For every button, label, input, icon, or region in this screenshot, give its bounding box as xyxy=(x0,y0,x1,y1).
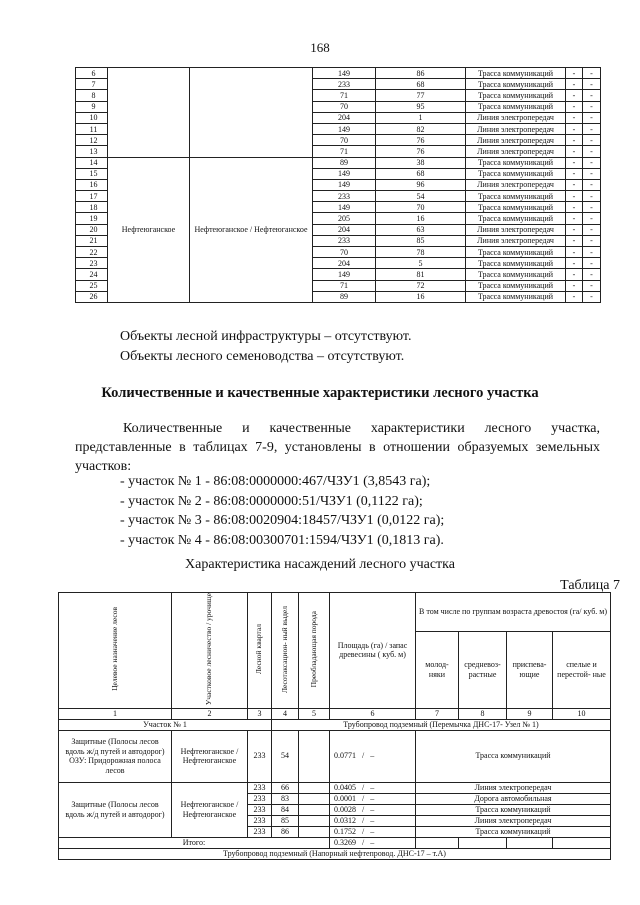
vydel-cell: 5 xyxy=(376,258,466,269)
block1-area: 0.0771 / – xyxy=(330,730,416,782)
dash-cell: - xyxy=(583,157,601,168)
kvartal-cell: 233 xyxy=(248,782,272,793)
dash-cell: - xyxy=(566,179,583,190)
row-number: 10 xyxy=(76,112,108,123)
dash-cell: - xyxy=(583,168,601,179)
dash-cell: - xyxy=(583,202,601,213)
dash-cell: - xyxy=(566,235,583,246)
dash-cell: - xyxy=(566,168,583,179)
kvartal-cell: 233 xyxy=(248,793,272,804)
dash-cell: - xyxy=(566,258,583,269)
column-number: 2 xyxy=(172,708,248,719)
dash-cell: - xyxy=(583,90,601,101)
vydel-cell: 81 xyxy=(376,269,466,280)
breed-cell xyxy=(299,782,330,793)
object-cell: Линия электропередач xyxy=(466,235,566,246)
area-cell: 0.0028 / – xyxy=(330,804,416,815)
object-cell: Линия электропередач xyxy=(416,782,611,793)
dash-cell: - xyxy=(566,191,583,202)
table-row xyxy=(76,157,601,168)
object-cell: Трасса коммуникаций xyxy=(466,90,566,101)
dash-cell: - xyxy=(566,79,583,90)
breed-cell xyxy=(299,804,330,815)
header-middle: средневоз- растные xyxy=(459,631,507,708)
column-number: 1 xyxy=(59,708,172,719)
dash-cell: - xyxy=(566,135,583,146)
dash-cell: - xyxy=(566,291,583,302)
breed-cell xyxy=(299,793,330,804)
vydel-cell: 68 xyxy=(376,168,466,179)
dash-cell: - xyxy=(566,101,583,112)
plots-list xyxy=(120,472,444,550)
dash-cell: - xyxy=(583,224,601,235)
column-number: 6 xyxy=(330,708,416,719)
block1-breed xyxy=(299,730,330,782)
kvartal-cell: 70 xyxy=(313,101,376,112)
object-cell: Трасса коммуникаций xyxy=(466,157,566,168)
object-cell: Трасса коммуникаций xyxy=(466,101,566,112)
object-cell: Трасса коммуникаций xyxy=(466,68,566,79)
dash-cell: - xyxy=(566,123,583,134)
vydel-cell: 68 xyxy=(376,79,466,90)
row-number: 11 xyxy=(76,123,108,134)
object-cell: Трасса коммуникаций xyxy=(466,291,566,302)
dash-cell: - xyxy=(583,135,601,146)
dash-cell: - xyxy=(583,213,601,224)
row-number: 21 xyxy=(76,235,108,246)
kvartal-cell: 149 xyxy=(313,269,376,280)
table-row xyxy=(76,68,601,79)
row-number: 12 xyxy=(76,135,108,146)
vydel-cell: 96 xyxy=(376,179,466,190)
dash-cell: - xyxy=(566,247,583,258)
vydel-cell: 83 xyxy=(272,793,299,804)
kvartal-cell: 205 xyxy=(313,213,376,224)
table-number: Таблица 7 xyxy=(560,578,620,593)
table-caption: Характеристика насаждений лесного участка xyxy=(185,557,455,572)
list-item: - участок № 2 - 86:08:0000000:51/ЧЗУ1 (0,1122 га); xyxy=(120,493,423,509)
object-cell: Трасса коммуникаций xyxy=(416,804,611,815)
row-number: 18 xyxy=(76,202,108,213)
object-cell: Трасса коммуникаций xyxy=(466,247,566,258)
vydel-cell: 16 xyxy=(376,291,466,302)
seed-line: Объекты лесного семеноводства – отсутствуют. xyxy=(120,349,405,364)
header-pre: приспева- ющие xyxy=(507,631,553,708)
column-number: 4 xyxy=(272,708,299,719)
kvartal-cell: 233 xyxy=(313,235,376,246)
block1-object: Трасса коммуникаций xyxy=(416,730,611,782)
dash-cell: - xyxy=(566,224,583,235)
block1-vydel: 54 xyxy=(272,730,299,782)
dash-cell: - xyxy=(566,213,583,224)
header-vydel: Лесотаксацион- ный выдел xyxy=(272,593,299,709)
row-number: 24 xyxy=(76,269,108,280)
dash-cell: - xyxy=(566,280,583,291)
dash-cell: - xyxy=(566,146,583,157)
vydel-cell: 63 xyxy=(376,224,466,235)
row-number: 8 xyxy=(76,90,108,101)
list-item: - участок № 1 - 86:08:0000000:467/ЧЗУ1 (3,8543 га); xyxy=(120,474,431,489)
kvartal-cell: 149 xyxy=(313,202,376,213)
kvartal-cell: 149 xyxy=(313,168,376,179)
object-cell: Трасса коммуникаций xyxy=(466,280,566,291)
dash-cell: - xyxy=(583,247,601,258)
row-number: 20 xyxy=(76,224,108,235)
section1-label: Участок № 1 xyxy=(59,719,272,730)
kvartal-cell: 149 xyxy=(313,68,376,79)
object-cell: Линия электропередач xyxy=(466,146,566,157)
object-cell: Линия электропередач xyxy=(466,224,566,235)
row-number: 16 xyxy=(76,179,108,190)
block2-purpose: Защитные (Полосы лесов вдоль ж/д путей и автодорог) xyxy=(59,782,172,837)
column-number: 5 xyxy=(299,708,330,719)
kvartal-cell: 149 xyxy=(313,179,376,190)
vydel-cell: 85 xyxy=(272,815,299,826)
kvartal-cell: 204 xyxy=(313,258,376,269)
vydel-cell: 1 xyxy=(376,112,466,123)
kvartal-cell: 204 xyxy=(313,112,376,123)
object-cell: Линия электропередач xyxy=(466,135,566,146)
kvartal-cell: 233 xyxy=(248,804,272,815)
kvartal-cell: 233 xyxy=(313,191,376,202)
vydel-cell: 70 xyxy=(376,202,466,213)
vydel-cell: 54 xyxy=(376,191,466,202)
header-young: молод- няки xyxy=(416,631,459,708)
area-cell: 0.0001 / – xyxy=(330,793,416,804)
kvartal-cell: 89 xyxy=(313,291,376,302)
dash-cell: - xyxy=(583,112,601,123)
object-cell: Трасса коммуникаций xyxy=(466,191,566,202)
header-breed: Преобладающая порода xyxy=(299,593,330,709)
list-item: - участок № 3 - 86:08:0020904:18457/ЧЗУ1 (0,0122 га); xyxy=(120,513,445,528)
infra-line: Объекты лесной инфраструктуры – отсутствуют. xyxy=(120,329,412,344)
intro-paragraph: Количественные и качественные характеристики лесного участка, представленные в таблицах 7-9, установлены в отношении образуемых земельных участков: xyxy=(75,421,600,474)
row-number: 13 xyxy=(76,146,108,157)
dash-cell: - xyxy=(583,101,601,112)
area-cell: 0.1752 / – xyxy=(330,826,416,837)
row-number: 25 xyxy=(76,280,108,291)
dash-cell: - xyxy=(566,157,583,168)
kvartal-cell: 71 xyxy=(313,90,376,101)
kvartal-cell: 233 xyxy=(248,826,272,837)
section1-title: Трубопровод подземный (Перемычка ДНС-17- Узел № 1) xyxy=(272,719,611,730)
vydel-cell: 85 xyxy=(376,235,466,246)
object-cell: Трасса коммуникаций xyxy=(416,826,611,837)
column-number: 7 xyxy=(416,708,459,719)
list-item: - участок № 4 - 86:08:00300701:1594/ЧЗУ1 (0,1813 га). xyxy=(120,532,444,548)
row-number: 26 xyxy=(76,291,108,302)
vydel-cell: 38 xyxy=(376,157,466,168)
vydel-cell: 77 xyxy=(376,90,466,101)
dash-cell: - xyxy=(583,146,601,157)
area-cell: 0.0312 / – xyxy=(330,815,416,826)
stand-table xyxy=(58,592,611,860)
object-cell: Трасса коммуникаций xyxy=(466,202,566,213)
row-number: 6 xyxy=(76,68,108,79)
dash-cell: - xyxy=(583,280,601,291)
row-number: 14 xyxy=(76,157,108,168)
section-heading: Количественные и качественные характеристики лесного участка xyxy=(101,385,539,401)
dash-cell: - xyxy=(583,179,601,190)
row-number: 9 xyxy=(76,101,108,112)
dash-cell: - xyxy=(583,123,601,134)
row-number: 17 xyxy=(76,191,108,202)
dash-cell: - xyxy=(566,90,583,101)
table-row xyxy=(59,782,611,793)
breed-cell xyxy=(299,826,330,837)
block1-purpose: Защитные (Полосы лесов вдоль ж/д путей и автодорог) ОЗУ: Придорожная полоса лесов xyxy=(59,730,172,782)
vydel-cell: 82 xyxy=(376,123,466,134)
block2-forestry: Нефтеюганское / Нефтеюганское xyxy=(172,782,248,837)
page-number: 168 xyxy=(310,40,330,55)
breed-cell xyxy=(299,815,330,826)
column-number: 9 xyxy=(507,708,553,719)
kvartal-cell: 233 xyxy=(313,79,376,90)
dash-cell: - xyxy=(583,68,601,79)
dash-cell: - xyxy=(583,258,601,269)
block1-kvartal: 233 xyxy=(248,730,272,782)
object-cell: Линия электропередач xyxy=(466,112,566,123)
row-number: 19 xyxy=(76,213,108,224)
dash-cell: - xyxy=(566,68,583,79)
dash-cell: - xyxy=(583,191,601,202)
vydel-cell: 86 xyxy=(376,68,466,79)
area-cell: 0.0405 / – xyxy=(330,782,416,793)
header-ripe: спелые и перестой- ные xyxy=(553,631,611,708)
total-area: 0.3269 / – xyxy=(330,837,416,848)
dash-cell: - xyxy=(583,235,601,246)
kvartal-cell: 70 xyxy=(313,135,376,146)
header-area: Площадь (га) / запас древесины ( куб. м) xyxy=(330,593,416,709)
header-kvartal: Лесной квартал xyxy=(248,593,272,709)
dash-cell: - xyxy=(566,269,583,280)
dash-cell: - xyxy=(583,269,601,280)
kvartal-cell: 71 xyxy=(313,146,376,157)
dash-cell: - xyxy=(566,202,583,213)
section2-title: Трубопровод подземный (Напорный нефтепровод. ДНС-17 – т.А) xyxy=(59,848,611,859)
kvartal-cell: 71 xyxy=(313,280,376,291)
kvartal-cell: 149 xyxy=(313,123,376,134)
purpose-cell-empty xyxy=(108,68,190,158)
vydel-cell: 78 xyxy=(376,247,466,258)
row-number: 23 xyxy=(76,258,108,269)
purpose-cell: Нефтеюганское xyxy=(108,157,190,302)
vydel-cell: 84 xyxy=(272,804,299,815)
vydel-cell: 66 xyxy=(272,782,299,793)
top-table xyxy=(75,67,601,303)
object-cell: Трасса коммуникаций xyxy=(466,269,566,280)
object-cell: Линия электропередач xyxy=(416,815,611,826)
row-number: 22 xyxy=(76,247,108,258)
vydel-cell: 72 xyxy=(376,280,466,291)
object-cell: Линия электропередач xyxy=(466,123,566,134)
column-number: 8 xyxy=(459,708,507,719)
header-age-groups: В том числе по группам возраста древостоя (га/ куб. м) xyxy=(416,593,611,632)
column-number: 10 xyxy=(553,708,611,719)
object-cell: Линия электропередач xyxy=(466,179,566,190)
vydel-cell: 76 xyxy=(376,135,466,146)
row-number: 7 xyxy=(76,79,108,90)
forestry-cell: Нефтеюганское / Нефтеюганское xyxy=(190,157,313,302)
column-number: 3 xyxy=(248,708,272,719)
kvartal-cell: 89 xyxy=(313,157,376,168)
dash-cell: - xyxy=(583,79,601,90)
object-cell: Трасса коммуникаций xyxy=(466,168,566,179)
object-cell: Трасса коммуникаций xyxy=(466,213,566,224)
kvartal-cell: 204 xyxy=(313,224,376,235)
block1-forestry: Нефтеюганское / Нефтеюганское xyxy=(172,730,248,782)
kvartal-cell: 233 xyxy=(248,815,272,826)
dash-cell: - xyxy=(583,291,601,302)
header-forestry: Участковое лесничество / урочище xyxy=(172,593,248,709)
row-number: 15 xyxy=(76,168,108,179)
header-purpose: Целевое назначение лесов xyxy=(59,593,172,709)
vydel-cell: 76 xyxy=(376,146,466,157)
kvartal-cell: 70 xyxy=(313,247,376,258)
dash-cell: - xyxy=(566,112,583,123)
object-cell: Трасса коммуникаций xyxy=(466,79,566,90)
vydel-cell: 16 xyxy=(376,213,466,224)
object-cell: Трасса коммуникаций xyxy=(466,258,566,269)
forestry-cell-empty xyxy=(190,68,313,158)
vydel-cell: 95 xyxy=(376,101,466,112)
total-label: Итого: xyxy=(59,837,330,848)
object-cell: Дорога автомобильная xyxy=(416,793,611,804)
vydel-cell: 86 xyxy=(272,826,299,837)
